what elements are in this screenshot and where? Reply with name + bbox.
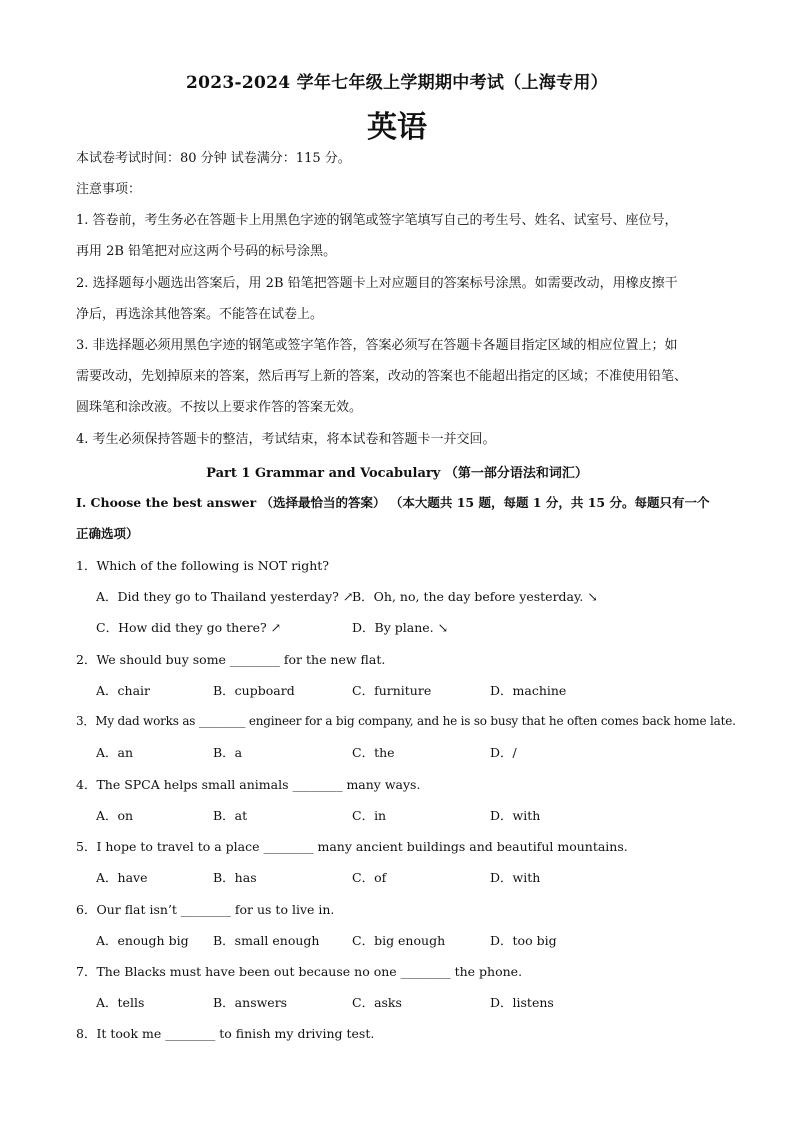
question-6-stem: 6．Our flat isn’t ________ for us to live in. [76,902,335,917]
question-5-option-b: B．has [213,870,257,885]
question-4-option-a: A．on [96,808,134,823]
question-5-stem: 5．I hope to travel to a place ________ many ancient buildings and beautiful mountains. [76,839,628,854]
exam-time-line: 本试卷考试时间：80 分钟 试卷满分：115 分。 [76,151,351,166]
question-7-stem: 7．The Blacks must have been out because no one ________ the phone. [76,964,523,979]
question-4-option-c: C．in [352,808,387,823]
question-6-option-d: D．too big [490,933,557,948]
question-2-option-c: C．furniture [352,683,432,698]
question-1-option-a: A．Did they go to Thailand yesterday? ↗ [96,589,354,604]
question-3-stem: 3．My dad works as ________ engineer for a big company, and he is so busy that he often comes back home late. [76,714,736,728]
question-2-option-d: D．machine [490,683,567,698]
question-3-option-b: B．a [213,745,243,760]
question-1-option-d: D．By plane. ↘ [352,620,449,635]
part-1-heading: Part 1 Grammar and Vocabulary （第一部分语法和词汇） [206,466,588,481]
question-6-option-a: A．enough big [96,933,189,948]
note-2-line-2: 净后，再选涂其他答案。不能答在试卷上。 [76,307,324,322]
section-1-heading: I. Choose the best answer （选择最恰当的答案） （本大题共 15 题，每题 1 分，共 15 分。每题只有一个 [76,495,710,510]
notes-label: 注意事项： [76,182,142,197]
question-2-stem: 2．We should buy some ________ for the new flat. [76,652,386,667]
question-3-option-c: C．the [352,745,395,760]
question-7-option-d: D．listens [490,995,554,1010]
question-8-stem: 8．It took me ________ to finish my driving test. [76,1026,375,1041]
exam-title: 2023-2024 学年七年级上学期期中考试（上海专用） [185,73,608,93]
question-1-option-b: B．Oh, no, the day before yesterday. ↘ [352,589,598,604]
exam-subject: 英语 [367,110,427,145]
note-4-line-1: 4. 考生必须保持答题卡的整洁，考试结束，将本试卷和答题卡一并交回。 [76,432,496,447]
note-3-line-3: 圆珠笔和涂改液。不按以上要求作答的答案无效。 [76,400,363,415]
question-7-option-b: B．answers [213,995,288,1010]
question-2-option-b: B．cupboard [213,683,295,698]
note-3-line-2: 需要改动，先划掉原来的答案，然后再写上新的答案，改动的答案也不能超出指定的区域；不准使用铅笔、 [76,369,688,384]
question-5-option-a: A．have [96,870,148,885]
note-1-line-1: 1. 答卷前，考生务必在答题卡上用黑色字迹的钢笔或签字笔填写自己的考生号、姓名、试室号、座位号， [76,213,678,228]
question-4-stem: 4．The SPCA helps small animals ________ many ways. [76,777,421,792]
question-2-option-a: A．chair [96,683,151,698]
note-3-line-1: 3. 非选择题必须用黑色字迹的钢笔或签字笔作答，答案必须写在答题卡各题目指定区域的相应位置上；如 [76,338,678,353]
question-4-option-d: D．with [490,808,541,823]
question-7-option-c: C．asks [352,995,402,1010]
note-1-line-2: 再用 2B 铅笔把对应这两个号码的标号涂黑。 [76,244,337,259]
question-6-option-b: B．small enough [213,933,320,948]
question-5-option-c: C．of [352,870,387,885]
question-5-option-d: D．with [490,870,541,885]
question-1-stem: 1．Which of the following is NOT right? [76,558,329,573]
question-6-option-c: C．big enough [352,933,446,948]
question-4-option-b: B．at [213,808,248,823]
question-1-option-c: C．How did they go there? ↗ [96,620,282,635]
question-3-option-a: A．an [96,745,134,760]
note-2-line-1: 2. 选择题每小题选出答案后，用 2B 铅笔把答题卡上对应题目的答案标号涂黑。如需要改动，用橡皮擦干 [76,276,678,291]
question-3-option-d: D．/ [490,745,517,760]
question-7-option-a: A．tells [96,995,145,1010]
section-1-heading-cont: 正确选项） [76,526,139,541]
